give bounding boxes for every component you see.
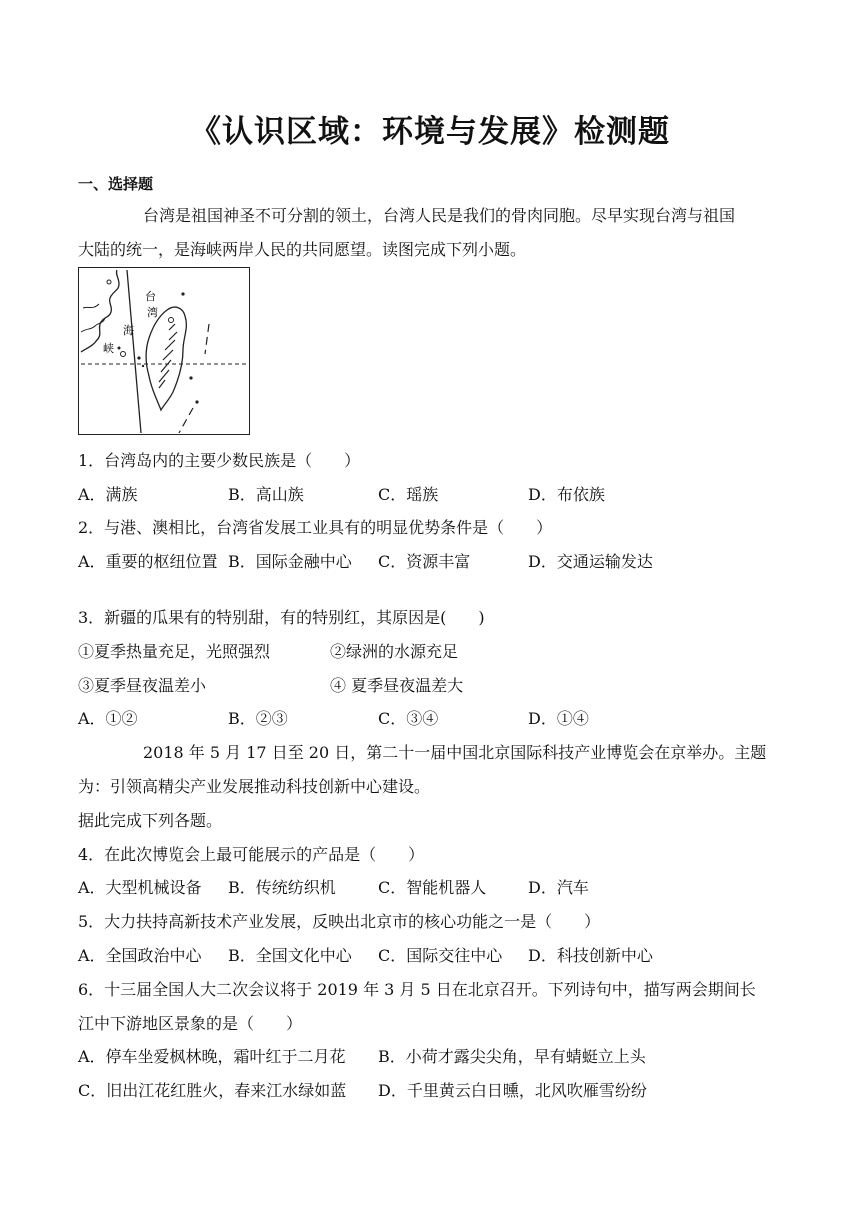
q6-stem-line2: 江中下游地区景象的是（ ） [78,1014,303,1033]
q3-item-2: ②绿洲的水源充足 [330,642,459,661]
q5-option-d[interactable]: D．科技创新中心 [528,946,653,965]
section-heading: 一、选择题 [78,175,154,193]
page-title: 《认识区域：环境与发展》检测题 [190,114,670,150]
mainland-coastline [81,270,119,352]
intro2-line2: 为：引领高精尖产业发展推动科技创新中心建设。 [78,777,431,796]
river [81,318,105,332]
q3-stem: 3．新疆的瓜果有的特别甜，有的特别红，其原因是( ) [78,608,485,627]
q6-option-b[interactable]: B．小荷才露尖尖角，早有蜻蜓立上头 [378,1047,646,1066]
q5-option-a[interactable]: A．全国政治中心 [78,946,202,965]
map-label: 峡 [103,342,114,355]
intro1-line1: 台湾是祖国神圣不可分割的领土，台湾人民是我们的骨肉同胞。尽早实现台湾与祖国 [143,206,736,225]
intro2-line1: 2018 年 5 月 17 日至 20 日，第二十一届中国北京国际科技产业博览会在京举办。主题 [143,743,767,762]
q3-item-3: ③夏季昼夜温差小 [78,676,207,695]
map-label: 湾 [147,306,158,319]
q3-item-4: ④ 夏季昼夜温差大 [330,676,464,695]
q4-option-a[interactable]: A．大型机械设备 [78,878,202,897]
q1-option-b[interactable]: B．高山族 [228,485,304,504]
q2-option-a[interactable]: A．重要的枢纽位置 [78,552,218,571]
q4-option-c[interactable]: C．智能机器人 [378,878,487,897]
taiwan-island [146,307,186,410]
q2-option-b[interactable]: B．国际金融中心 [228,552,352,571]
q1-option-c[interactable]: C．瑶族 [378,485,439,504]
q2-stem: 2．与港、澳相比，台湾省发展工业具有的明显优势条件是（ ） [78,518,553,537]
q4-stem: 4．在此次博览会上最可能展示的产品是（ ） [78,845,425,864]
q1-option-a[interactable]: A．满族 [78,485,138,504]
river-2 [83,304,99,308]
q1-option-d[interactable]: D．布依族 [528,485,605,504]
taiwan-strait-map [78,267,250,435]
q3-option-d[interactable]: D．①④ [528,709,589,728]
q3-option-a[interactable]: A．①② [78,709,138,728]
q3-option-c[interactable]: C．③④ [378,709,439,728]
q6-stem-line1: 6．十三届全国人大二次会议将于 2019 年 3 月 5 日在北京召开。下列诗句中，描写两会期间长 [78,980,756,999]
q2-option-c[interactable]: C．资源丰富 [378,552,471,571]
q6-option-d[interactable]: D．千里黄云白日曛，北风吹雁雪纷纷 [378,1081,647,1100]
intro1-line2: 大陆的统一，是海峡两岸人民的共同愿望。读图完成下列小题。 [78,240,527,259]
map-drawing [79,268,248,433]
meridian-line [127,270,141,433]
mountain-ridge [159,324,177,388]
q1-stem: 1．台湾岛内的主要少数民族是（ ） [78,451,361,470]
q4-option-b[interactable]: B．传统纺织机 [228,878,336,897]
q6-option-a[interactable]: A．停车坐爱枫林晚，霜叶红于二月花 [78,1047,346,1066]
q5-option-b[interactable]: B．全国文化中心 [228,946,352,965]
q3-item-1: ①夏季热量充足，光照强烈 [78,642,271,661]
map-label: 台 [145,290,156,303]
q5-stem: 5．大力扶持高新技术产业发展，反映出北京市的核心功能之一是（ ） [78,912,601,931]
q2-option-d[interactable]: D．交通运输发达 [528,552,653,571]
q5-option-c[interactable]: C．国际交往中心 [378,946,503,965]
intro2-line3: 据此完成下列各题。 [78,811,223,830]
q6-option-c[interactable]: C．旧出江花红胜火，春来江水绿如蓝 [78,1081,347,1100]
map-label: 海 [123,324,134,337]
q4-option-d[interactable]: D．汽车 [528,878,589,897]
q3-option-b[interactable]: B．②③ [228,709,288,728]
